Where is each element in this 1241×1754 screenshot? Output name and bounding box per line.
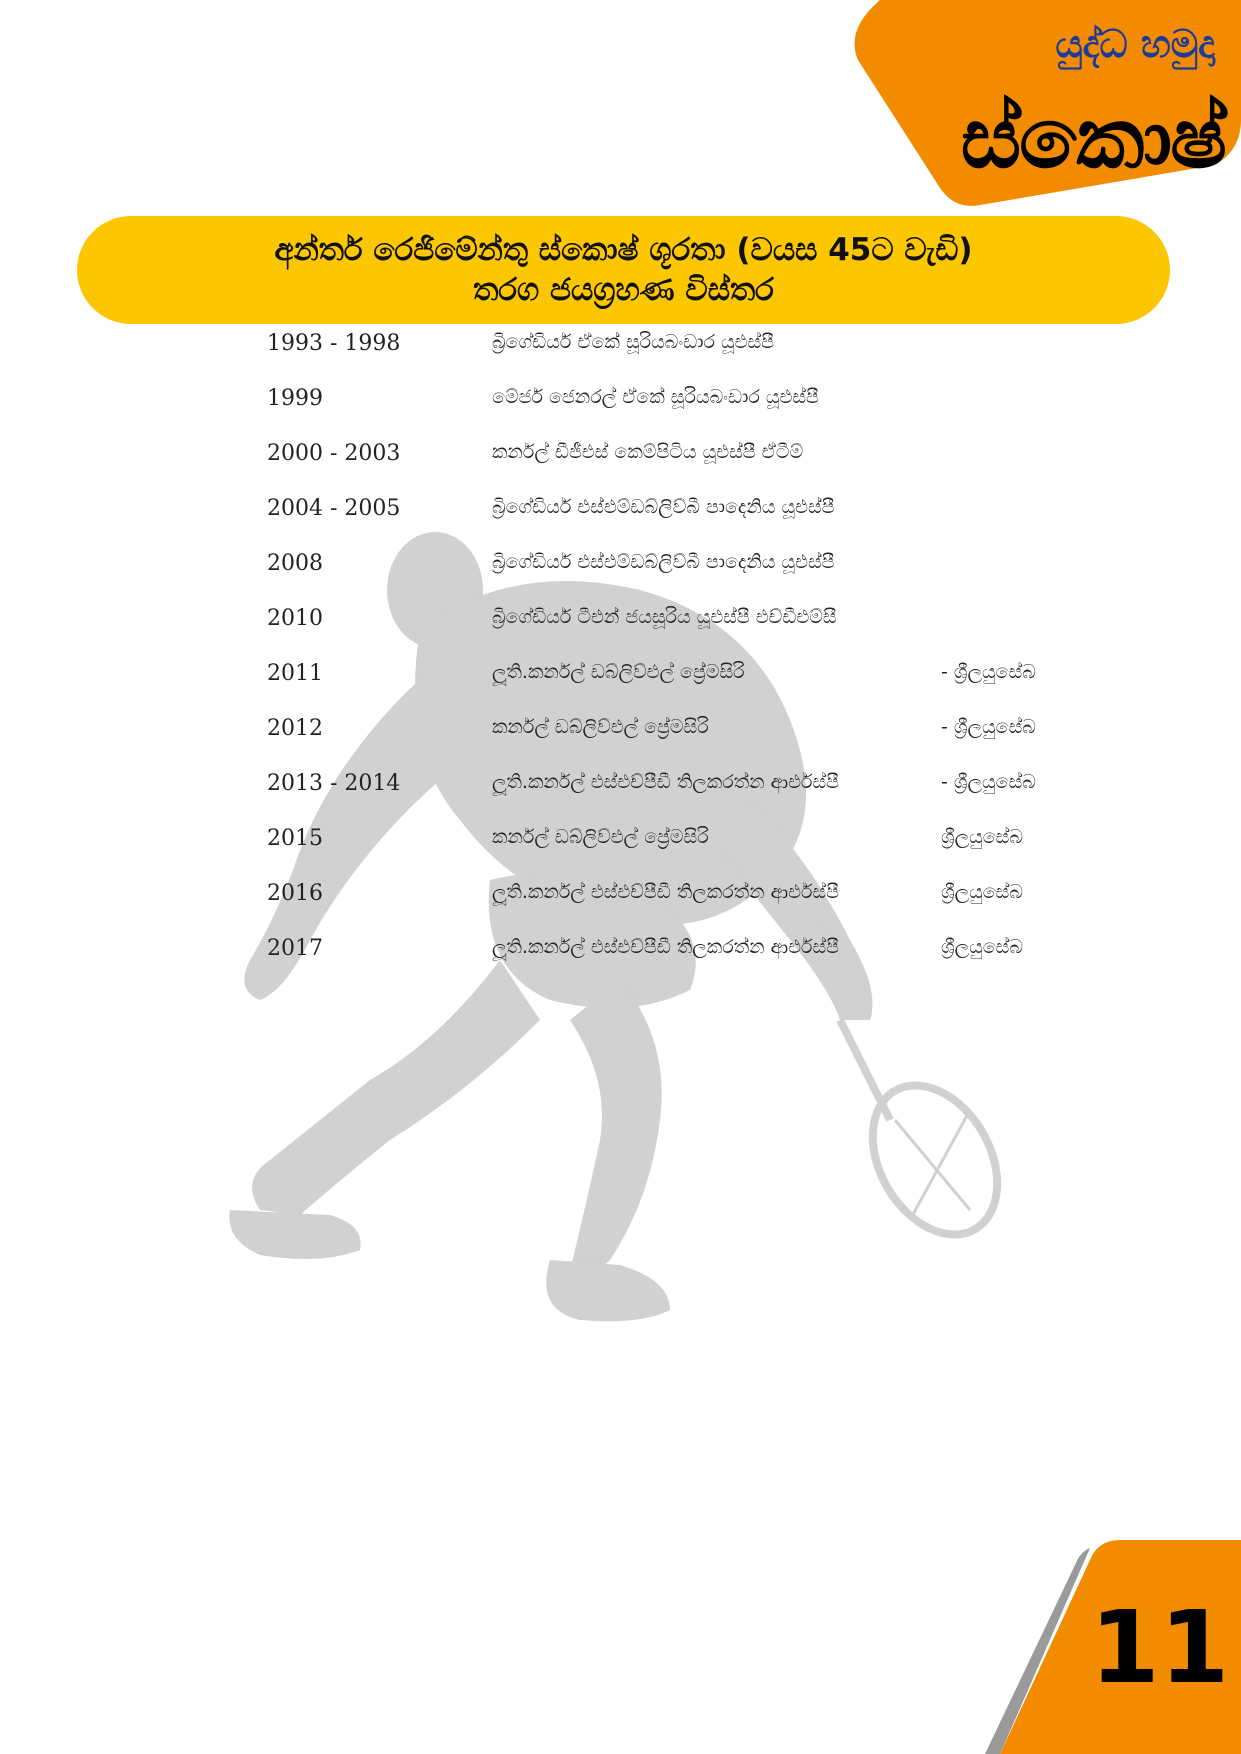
record-year: 2015 xyxy=(267,826,323,851)
list-item xyxy=(267,765,1127,820)
record-name: ලූති.කර්නල් ඩබ්ලිව්එල් ප්‍රේමසිරි xyxy=(492,661,745,683)
record-name: ලූති.කර්නල් එස්එච්පීඩී තිලකරත්න ආර්එස්පී xyxy=(492,771,839,793)
record-unit: - ශ්‍රීලයුසේබ xyxy=(941,661,1036,683)
list-item xyxy=(267,325,1127,380)
list-item xyxy=(267,435,1127,490)
brand-title: ස්කොෂ් xyxy=(960,89,1225,187)
record-name: බ්‍රිගේඩියර් ටීඑන් ජයසූරිය යූඑස්පී එච්ඩීඑම්සී xyxy=(492,606,837,628)
record-name: බ්‍රිගේඩියර් එස්එම්ඩබ්ලිව්බී පාදෙනිය යූඑස්පී xyxy=(492,496,835,518)
banner-subtitle: තරග ජයග්‍රහණ විස්තර xyxy=(473,272,774,308)
record-name: කර්නල් ඩබ්ලිව්එල් ප්‍රේමසිරි xyxy=(492,716,709,738)
list-item xyxy=(267,380,1127,435)
banner-title: අන්තර් රෙජිමේන්තු ස්කොෂ් ශූරතා (වයස 45ට වැඩි) xyxy=(274,232,973,268)
list-item xyxy=(267,710,1127,765)
record-year: 2004 - 2005 xyxy=(267,496,401,521)
list-item xyxy=(267,600,1127,655)
record-year: 2008 xyxy=(267,551,323,576)
list-item xyxy=(267,820,1127,875)
record-name: ලූති.කර්නල් එස්එච්පීඩී තිලකරත්න ආර්එස්පී xyxy=(492,881,839,903)
record-unit: ශ්‍රීලයුසේබ xyxy=(941,936,1023,958)
record-name: ලූති.කර්නල් එස්එච්පීඩී තිලකරත්න ආර්එස්පී xyxy=(492,936,839,958)
record-name: කර්නල් ඩීජීඑස් කෙම්පිටිය යූඑස්පී ඒටීම් xyxy=(492,441,804,463)
record-year: 1993 - 1998 xyxy=(267,331,401,356)
record-name: බ්‍රිගේඩියර් එස්එම්ඩබ්ලිව්බී පාදෙනිය යූඑස්පී xyxy=(492,551,835,573)
record-name: බ්‍රිගේඩියර් ඒකේ සූරියබංඩාර යූඑස්පී xyxy=(492,331,775,353)
page-number: 11 xyxy=(1090,1589,1230,1706)
record-year: 2017 xyxy=(267,936,323,961)
record-name: කර්නල් ඩබ්ලිව්එල් ප්‍රේමසිරි xyxy=(492,826,709,848)
record-year: 1999 xyxy=(267,386,323,411)
list-item xyxy=(267,655,1127,710)
record-name: මේජර් ජෙනරල් ඒකේ සූරියබංඩාර යූඑස්පී xyxy=(492,386,819,408)
list-item xyxy=(267,490,1127,545)
winners-list xyxy=(267,325,1127,985)
record-unit: - ශ්‍රීලයුසේබ xyxy=(941,771,1036,793)
record-year: 2016 xyxy=(267,881,323,906)
record-year: 2013 - 2014 xyxy=(267,771,401,796)
list-item xyxy=(267,930,1127,985)
record-unit: ශ්‍රීලයුසේබ xyxy=(941,826,1023,848)
title-banner xyxy=(77,216,1170,324)
record-year: 2012 xyxy=(267,716,323,741)
list-item xyxy=(267,875,1127,930)
brand-subtitle: යුද්ධ හමුදා xyxy=(1055,22,1215,66)
record-year: 2010 xyxy=(267,606,323,631)
record-year: 2000 - 2003 xyxy=(267,441,401,466)
record-unit: - ශ්‍රීලයුසේබ xyxy=(941,716,1036,738)
record-unit: ශ්‍රීලයුසේබ xyxy=(941,881,1023,903)
list-item xyxy=(267,545,1127,600)
record-year: 2011 xyxy=(267,661,323,686)
